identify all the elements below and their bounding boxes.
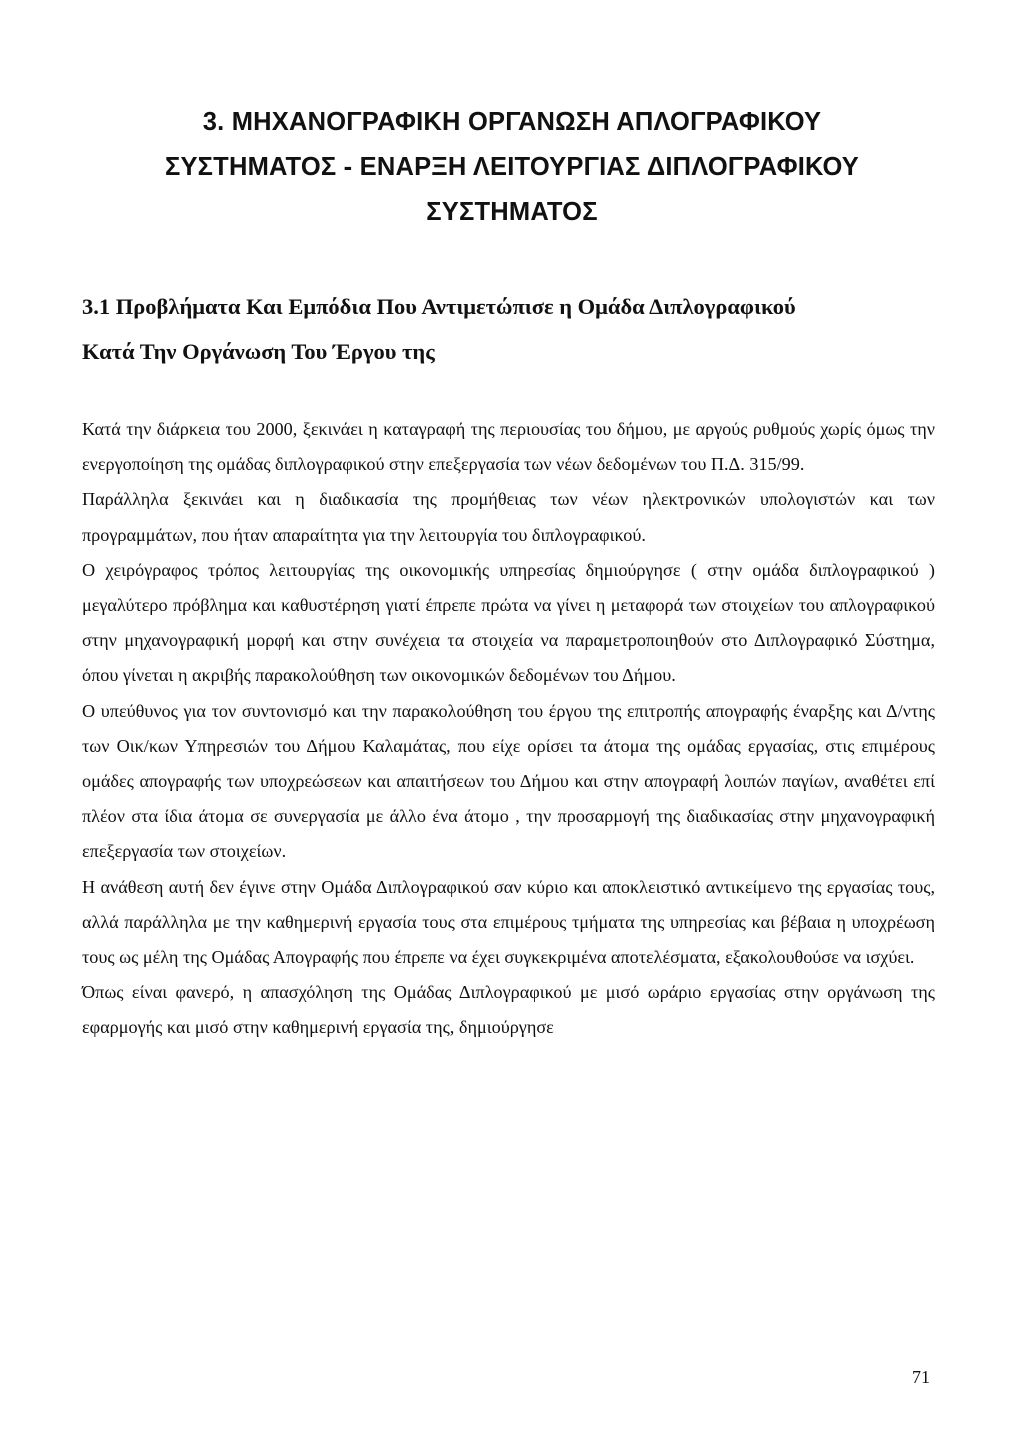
chapter-title-line-1: 3. ΜΗΧΑΝΟΓΡΑΦΙΚΗ ΟΡΓΑΝΩΣΗ ΑΠΛΟΓΡΑΦΙΚΟΥ bbox=[202, 108, 822, 136]
paragraph: Όπως είναι φανερό, η απασχόληση της Ομάδας Διπλογραφικού με μισό ωράριο εργασίας στην οργάνωση της εφαρμογής και μισό στην καθημερινή εργασία της, δημιούργησε bbox=[82, 982, 935, 1038]
section-heading bbox=[82, 284, 942, 374]
section-heading-line-2: Κατά Την Οργάνωση Του Έργου της bbox=[82, 339, 435, 364]
paragraph: Η ανάθεση αυτή δεν έγινε στην Ομάδα Διπλογραφικού σαν κύριο και αποκλειστικό αντικείμενο της εργασίας τους, αλλά παράλληλα με την καθημερινή εργασία τους στα επιμέρους τμήματα της υπηρεσίας και βέβαια η υποχρέωση τους ως μέλη της Ομάδας Απογραφής που έπρεπε να έχει συγκεκριμένα αποτελέσματα, εξακολουθούσε να ισχύει. bbox=[82, 876, 935, 968]
paragraph: Παράλληλα ξεκινάει και η διαδικασία της προμήθειας των νέων ηλεκτρονικών υπολογιστών και των προγραμμάτων, που ήταν απαραίτητα για την λειτουργία του διπλογραφικού. bbox=[82, 489, 935, 545]
page-number: 71 bbox=[912, 1367, 930, 1387]
paragraph: Ο χειρόγραφος τρόπος λειτουργίας της οικονομικής υπηρεσίας δημιούργησε ( στην ομάδα διπλογραφικού ) μεγαλύτερο πρόβλημα και καθυστέρηση γιατί έπρεπε πρώτα να γίνει η μεταφορά των στοιχείων του απλογραφικού στην μηχανογραφική μορφή και στην συνέχεια τα στοιχεία να παραμετροποιηθούν στο Διπλογραφικό Σύστημα, όπου γίνεται η ακριβής παρακολούθηση των οικονομικών δεδομένων του Δήμου. bbox=[82, 559, 935, 686]
paragraph: Κατά την διάρκεια του 2000, ξεκινάει η καταγραφή της περιουσίας του δήμου, με αργούς ρυθμούς χωρίς όμως την ενεργοποίηση της ομάδας διπλογραφικού στην επεξεργασία των νέων δεδομένων του Π.Δ. 315/99. bbox=[82, 419, 935, 475]
body-text bbox=[82, 412, 935, 1046]
chapter-title-line-2: ΣΥΣΤΗΜΑΤΟΣ - ΕΝΑΡΞΗ ΛΕΙΤΟΥΡΓΙΑΣ ΔΙΠΛΟΓΡΑΦΙΚΟΥ bbox=[164, 153, 860, 181]
section-heading-line-1: 3.1 Προβλήματα Και Εμπόδια Που Αντιμετώπισε η Ομάδα Διπλογραφικού bbox=[82, 294, 796, 319]
paragraph: Ο υπεύθυνος για τον συντονισμό και την παρακολούθηση του έργου της επιτροπής απογραφής έναρξης και Δ/ντης των Οικ/κων Υπηρεσιών του Δήμου Καλαμάτας, που είχε ορίσει τα άτομα της ομάδας εργασίας, στις επιμέρους ομάδες απογραφής των υποχρεώσεων και απαιτήσεων του Δήμου και στην απογραφή λοιπών παγίων, αναθέτει επί πλέον στα ίδια άτομα σε συνεργασία με άλλο ένα άτομο , την προσαρμογή της διαδικασίας στην μηχανογραφική επεξεργασία των στοιχείων. bbox=[82, 700, 935, 862]
chapter-title-line-3: ΣΥΣΤΗΜΑΤΟΣ bbox=[426, 198, 598, 226]
chapter-title bbox=[60, 100, 964, 235]
